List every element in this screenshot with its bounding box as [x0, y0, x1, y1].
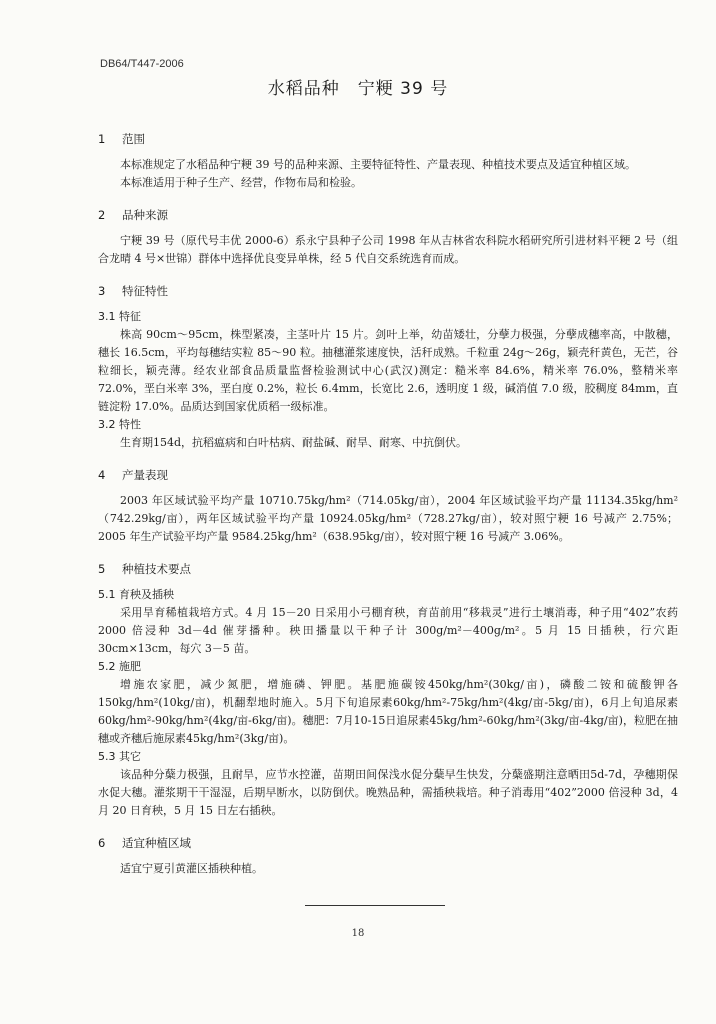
section-number: 4	[98, 468, 106, 482]
standard-code: DB64/T447-2006	[100, 58, 184, 70]
subsection-heading: 3.1 特征	[98, 310, 141, 323]
paragraph: 株高 90cm～95cm，株型紧凑，主茎叶片 15 片。剑叶上举，幼苗矮壮，分孽力极强，分孽成穗率高，中散穗，穗长 16.5cm，平均每穗结实粒 85～90 粒。抽穗灌浆速度快，活秆成熟。千粒重 24g～26g，颖壳秆黄色，无芒，谷粒细长，颖壳薄。经农业部食品质量监督检验测试中心(武汉)测定：糙米率 84.6%，精米率 76.0%，整精米率 72.0%，垩白米率 3%，垩白度 0.2%，粒长 6.4mm，长宽比 2.6，透明度 1 级，碱消值 7.0 级，胶稠度 84mm，直链淀粉 17.0%。品质达到国家优质稻一级标准。	[98, 328, 678, 413]
section-number: 5	[98, 562, 106, 576]
section-number: 3	[98, 284, 106, 298]
section-number: 6	[98, 836, 106, 850]
document-title: 水稻品种 宁粳 39 号	[267, 79, 449, 99]
paragraph: 2003 年区域试验平均产量 10710.75kg/hm²（714.05kg/亩），2004 年区域试验平均产量 11134.35kg/hm²（742.29kg/亩），两年区域试验平均产量 10924.05kg/hm²（728.27kg/亩），较对照宁粳 16 号减产 2.75%；2005 年生产试验平均产量 9584.25kg/hm²（638.95kg/亩），较对照宁粳 16 号减产 3.06%。	[98, 494, 678, 543]
paragraph: 生育期154d，抗稻瘟病和白叶枯病、耐盐碱、耐旱、耐寒、中抗倒伏。	[120, 436, 468, 449]
paragraph: 本标准规定了水稻品种宁粳 39 号的品种来源、主要特征特性、产量表现、种植技术要点及适宜种植区域。	[120, 158, 636, 171]
page-number: 18	[351, 928, 365, 939]
section-title: 种植技术要点	[122, 562, 191, 576]
subsection-heading: 3.2 特性	[98, 418, 141, 431]
section-title: 品种来源	[122, 208, 168, 222]
section-heading-region	[98, 834, 678, 852]
section-title: 产量表现	[122, 468, 168, 482]
section-title: 特征特性	[122, 284, 168, 298]
paragraph: 增施农家肥，减少氮肥，增施磷、钾肥。基肥施碳铵450kg/hm²(30kg/亩)，磷酸二铵和硫酸钾各150kg/hm²(10kg/亩)，机翻犁地时施入。5月下旬追尿素60kg/hm²-75kg/hm²(4kg/亩-5kg/亩)，6月上旬追尿素60kg/hm²-90kg/hm²(4kg/亩-6kg/亩)。穗肥：7月10-15日追尿素45kg/hm²-60kg/hm²(3kg/亩-4kg/亩)，粒肥在抽穗或齐穗后施尿素45kg/hm²(3kg/亩)。	[98, 678, 678, 745]
section-heading-scope	[98, 130, 678, 148]
paragraph: 本标准适用于种子生产、经营，作物布局和检验。	[120, 176, 362, 189]
section-title: 范围	[122, 132, 145, 146]
paragraph: 适宜宁夏引黄灌区插秧种植。	[120, 862, 263, 875]
paragraph: 该品种分蘖力极强，且耐旱，应节水控灌，苗期田间保浅水促分蘖早生快发，分蘖盛期注意晒田5d-7d，孕穗期保水促大穗。灌浆期干干湿湿，后期早断水，以防倒伏。晚熟品种，需插秧栽培。种子消毒用“402”2000 倍浸种 3d，4 月 20 日育秧，5 月 15 日左右插秧。	[98, 768, 678, 817]
footer-divider	[305, 905, 445, 906]
paragraph: 宁粳 39 号（原代号丰优 2000-6）系永宁县种子公司 1998 年从吉林省农科院水稻研究所引进材料平粳 2 号（组合龙晴 4 号×世锦）群体中选择优良变异单株，经 5 代自交系统选育而成。	[98, 234, 678, 265]
section-heading-characteristics	[98, 282, 678, 300]
paragraph: 采用旱育稀植栽培方式。4 月 15－20 日采用小弓棚育秧，育苗前用“移栽灵”进行土壤消毒，种子用“402”农药 2000 倍浸种 3d－4d 催芽播种。秧田播量以干种子计 300g/m²－400g/m²。5 月 15 日插秧，行穴距 30cm×13cm，每穴 3－5 苗。	[98, 606, 678, 655]
section-title: 适宜种植区域	[122, 836, 191, 850]
subsection-heading: 5.3 其它	[98, 750, 141, 763]
section-heading-yield	[98, 466, 678, 484]
section-heading-origin	[98, 206, 678, 224]
section-number: 1	[98, 132, 106, 146]
subsection-heading: 5.1 育秧及插秧	[98, 588, 174, 601]
section-heading-cultivation	[98, 560, 678, 578]
subsection-heading: 5.2 施肥	[98, 660, 141, 673]
document-body	[98, 130, 678, 878]
section-number: 2	[98, 208, 106, 222]
